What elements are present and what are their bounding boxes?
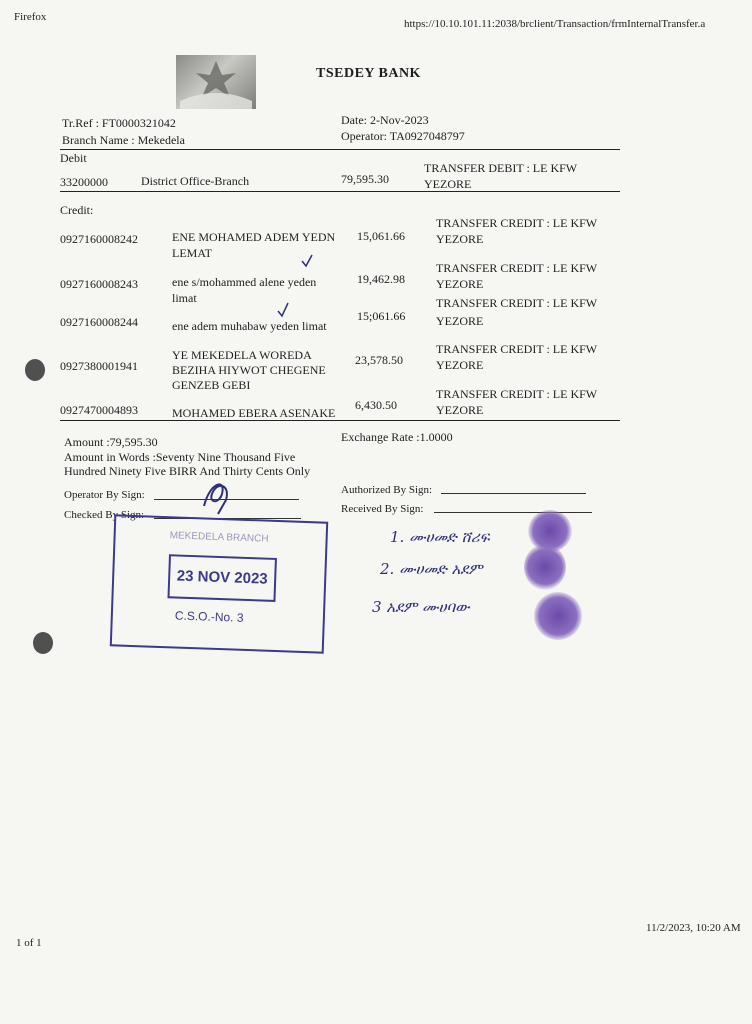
credit-label: Credit: (60, 203, 94, 217)
binder-hole-bottom (33, 632, 53, 654)
checked-sign-label: Checked By Sign: (64, 509, 145, 521)
divider (60, 191, 620, 192)
credit-account: 0927160008242 (60, 232, 138, 246)
check-mark-icon (276, 302, 290, 318)
credit-amount: 15;061.66 (357, 309, 406, 323)
credit-name: ene s/mohammed alene yeden (172, 275, 317, 289)
check-mark-icon (300, 254, 314, 268)
bank-name: TSEDEY BANK (316, 66, 421, 81)
credit-name: ene adem muhabaw yeden limat (172, 319, 327, 333)
credit-narration-cont: YEZORE (436, 358, 484, 372)
credit-narration-cont: YEZORE (436, 403, 484, 417)
exchange-rate: Exchange Rate :1.0000 (341, 430, 453, 444)
received-sign-line (434, 512, 592, 513)
operator-sign-label: Operator By Sign: (64, 489, 145, 501)
branch-stamp (110, 514, 328, 653)
credit-amount: 19,462.98 (357, 272, 405, 286)
credit-narration: TRANSFER CREDIT : LE KFW (436, 216, 598, 230)
operator-signature (196, 476, 236, 516)
authorized-sign-line (441, 493, 586, 494)
stamp-cso-number: C.S.O.-No. 3 (174, 608, 244, 625)
stamp-date: NOV 2023 (197, 568, 268, 588)
credit-name-cont-2: GENZEB GEBI (172, 378, 251, 392)
credit-name: YE MEKEDELA WOREDA (172, 348, 312, 362)
transaction-date: Date: 2-Nov-2023 (341, 113, 429, 127)
credit-narration: TRANSFER CREDIT : LE KFW (436, 261, 598, 275)
credit-narration-cont: YEZORE (436, 314, 484, 328)
bank-logo (176, 55, 256, 109)
thumbprint (534, 592, 582, 640)
stamp-day: 23 (176, 567, 194, 586)
divider (60, 149, 620, 150)
credit-account: 0927160008243 (60, 277, 138, 291)
handwritten-name: 2. ሙሀመድ አደም (380, 560, 483, 578)
debit-label: Debit (60, 151, 87, 165)
handwritten-name: 3 አደም ሙሀባው (372, 598, 470, 616)
amount-in-words-cont: Hundred Ninety Five BIRR And Thirty Cents Only (64, 464, 311, 478)
credit-narration-cont: YEZORE (436, 232, 484, 246)
handwritten-name: 1. ሙሀመድ ሸሪፍ (390, 528, 490, 546)
debit-narration-cont: YEZORE (424, 177, 472, 191)
credit-narration: TRANSFER CREDIT : LE KFW (436, 296, 598, 310)
operator-id: Operator: TA0927048797 (341, 129, 465, 143)
binder-hole-top (25, 359, 45, 381)
debit-amount: 79,595.30 (341, 172, 389, 186)
page-count: 1 of 1 (16, 937, 42, 949)
credit-amount: 23,578.50 (355, 353, 403, 367)
transaction-reference: Tr.Ref : FT0000321042 (62, 116, 176, 130)
divider (60, 420, 620, 421)
stamp-date-box (167, 554, 276, 602)
total-amount: Amount :79,595.30 (64, 435, 158, 449)
logo-emblem-icon (176, 55, 256, 109)
browser-name: Firefox (14, 11, 47, 23)
credit-narration-cont: YEZORE (436, 277, 484, 291)
branch-name: Branch Name : Mekedela (62, 133, 185, 147)
print-timestamp: 11/2/2023, 10:20 AM (646, 922, 741, 934)
authorized-sign-label: Authorized By Sign: (341, 484, 433, 496)
credit-narration: TRANSFER CREDIT : LE KFW (436, 387, 598, 401)
credit-amount: 15,061.66 (357, 229, 405, 243)
debit-account-name: District Office-Branch (141, 174, 250, 188)
credit-name-cont: BEZIHA HIYWOT CHEGENE (172, 363, 326, 377)
received-sign-label: Received By Sign: (341, 503, 424, 515)
credit-narration: TRANSFER CREDIT : LE KFW (436, 342, 598, 356)
stamp-branch-text: MEKEDELA BRANCH (169, 530, 269, 545)
credit-account: 0927380001941 (60, 359, 138, 373)
credit-name-cont: limat (172, 291, 197, 305)
credit-account: 0927160008244 (60, 315, 138, 329)
credit-name: ENE MOHAMED ADEM YEDN (172, 230, 336, 244)
debit-account: 33200000 (60, 175, 108, 189)
credit-name-cont: LEMAT (172, 246, 212, 260)
debit-narration: TRANSFER DEBIT : LE KFW (424, 161, 578, 175)
amount-in-words: Amount in Words :Seventy Nine Thousand Five (64, 450, 296, 464)
credit-amount: 6,430.50 (355, 398, 397, 412)
thumbprint (524, 544, 566, 590)
credit-account: 0927470004893 (60, 403, 138, 417)
credit-name: MOHAMED EBERA ASENAKE (172, 406, 336, 420)
page-url: https://10.10.101.11:2038/brclient/Transaction/frmInternalTransfer.a (404, 18, 706, 30)
